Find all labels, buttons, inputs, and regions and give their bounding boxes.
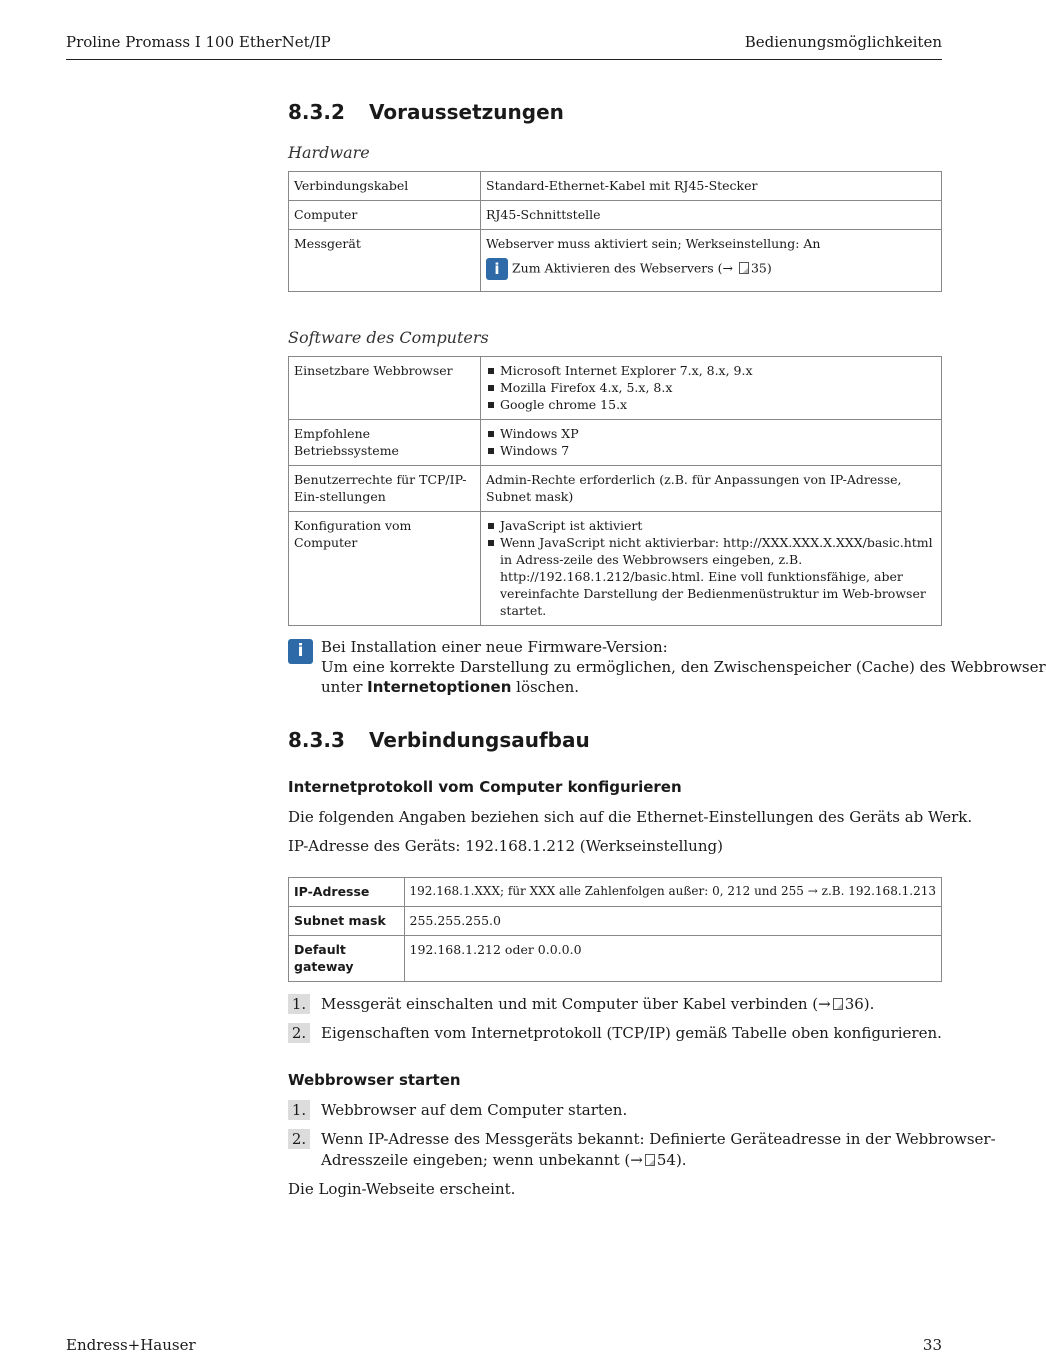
row-value: 192.168.1.XXX; für XXX alle Zahlenfolgen außer: 0, 212 und 255 → z.B. 192.168.1.213 (404, 878, 942, 907)
step-text-part: Messgerät einschalten und mit Computer über Kabel verbinden (→ (321, 995, 831, 1013)
table-row (289, 420, 942, 466)
page-reference-icon (645, 1154, 655, 1166)
row-label: Empfohlene Betriebssysteme (289, 420, 481, 466)
row-value: 255.255.255.0 (404, 907, 942, 936)
step-number: 2. (288, 1023, 310, 1043)
hardware-heading: Hardware (288, 143, 370, 162)
step-text: Eigenschaften vom Internetprotokoll (TCP/IP) gemäß Tabelle oben konfigurieren. (321, 1024, 942, 1042)
list-item: Mozilla Firefox 4.x, 5.x, 8.x (486, 379, 936, 396)
step-number: 1. (288, 1100, 310, 1120)
software-table (288, 356, 942, 626)
table-row (289, 357, 942, 420)
login-page-note: Die Login-Webseite erscheint. (288, 1180, 516, 1198)
step-text (321, 1129, 996, 1171)
page-header (66, 33, 942, 60)
row-label: Subnet mask (289, 907, 405, 936)
ip-settings-table (288, 877, 942, 982)
row-value: RJ45-Schnittstelle (481, 201, 942, 230)
list-item: Windows XP (486, 425, 936, 442)
list-item: Wenn JavaScript nicht aktivierbar: http://XXX.XXX.X.XXX/basic.html in Adress-zeile des Webbrowsers eingeben, z.B. http://192.168.1.212/basic.html. Eine voll funktionsfähige, aber vereinfachte Darstellung der Bedienmenüstruktur im Web-browser startet. (486, 534, 936, 619)
row-label: Benutzerrechte für TCP/IP-Ein-stellungen (289, 466, 481, 512)
row-value-cell (481, 230, 942, 292)
notice-line: Bei Installation einer neue Firmware-Version: (321, 638, 668, 656)
ip-config-para: Die folgenden Angaben beziehen sich auf die Ethernet-Einstellungen des Geräts ab Werk. (288, 808, 973, 826)
row-value: Admin-Rechte erforderlich (z.B. für Anpassungen von IP-Adresse, Subnet mask) (481, 466, 942, 512)
header-chapter: Bedienungsmöglichkeiten (744, 33, 942, 51)
row-label: Messgerät (289, 230, 481, 292)
section-number: 8.3.2 (288, 100, 345, 124)
list-item: Microsoft Internet Explorer 7.x, 8.x, 9.x (486, 362, 936, 379)
row-value: Webserver muss aktiviert sein; Werkseinstellung: An (486, 236, 821, 251)
notice-line: Um eine korrekte Darstellung zu ermöglichen, den Zwischenspeicher (Cache) des Webbrowser (321, 658, 1046, 676)
page-number: 33 (922, 1336, 942, 1354)
notice-line (321, 677, 942, 697)
table-row (289, 878, 942, 907)
note-text: Zum Aktivieren des Webservers (→ (511, 260, 733, 276)
ip-config-heading: Internetprotokoll vom Computer konfigurieren (288, 778, 682, 796)
row-value-cell (481, 512, 942, 626)
table-row (289, 201, 942, 230)
table-row (289, 936, 942, 982)
table-row (289, 172, 942, 201)
step-page-ref[interactable]: 54). (656, 1151, 687, 1169)
row-label: Einsetzbare Webbrowser (289, 357, 481, 420)
hardware-table (288, 171, 942, 292)
step-text-part: Adresszeile eingeben; wenn unbekannt (→ (321, 1151, 643, 1169)
step-number: 1. (288, 994, 310, 1014)
os-list (486, 425, 936, 459)
list-item: Windows 7 (486, 442, 936, 459)
browser-step-2 (288, 1129, 996, 1171)
section-number: 8.3.3 (288, 728, 345, 752)
header-doc-title: Proline Promass I 100 EtherNet/IP (66, 33, 331, 51)
info-icon: i (288, 639, 313, 664)
page-reference-icon (833, 998, 843, 1010)
table-row (289, 466, 942, 512)
step-text: Webbrowser auf dem Computer starten. (321, 1101, 628, 1119)
page-reference-icon (739, 262, 749, 274)
ip-address-para: IP-Adresse des Geräts: 192.168.1.212 (Werkseinstellung) (288, 837, 723, 855)
row-value: 192.168.1.212 oder 0.0.0.0 (404, 936, 942, 982)
row-label: Verbindungskabel (289, 172, 481, 201)
note-page[interactable]: 35) (750, 260, 772, 276)
ip-step-1 (288, 994, 942, 1015)
table-row (289, 230, 942, 292)
internet-options-term: Internetoptionen (367, 678, 512, 696)
section-title: Verbindungsaufbau (369, 728, 590, 752)
row-label: Default gateway (289, 936, 405, 982)
info-icon: i (486, 258, 508, 280)
step-text (321, 994, 942, 1015)
row-label: Computer (289, 201, 481, 230)
step-page-ref[interactable]: 36). (844, 995, 875, 1013)
notice-text-part: unter (321, 678, 368, 696)
section-heading-833 (288, 728, 688, 754)
table-row (289, 512, 942, 626)
ip-step-2 (288, 1023, 942, 1044)
firmware-notice (288, 637, 1046, 697)
footer-brand: Endress+Hauser (66, 1336, 196, 1354)
row-value: Standard-Ethernet-Kabel mit RJ45-Stecker (481, 172, 942, 201)
section-title: Voraussetzungen (369, 100, 564, 124)
table-row (289, 907, 942, 936)
webserver-note (486, 258, 936, 280)
step-text-line: Wenn IP-Adresse des Messgeräts bekannt: Definierte Geräteadresse in der Webbrowser- (321, 1130, 996, 1148)
browser-start-heading: Webbrowser starten (288, 1071, 461, 1089)
list-item: JavaScript ist aktiviert (486, 517, 936, 534)
row-value-cell (481, 357, 942, 420)
software-heading: Software des Computers (288, 328, 489, 347)
row-label: Konfiguration vom Computer (289, 512, 481, 626)
config-list (486, 517, 936, 619)
row-value-cell (481, 420, 942, 466)
section-heading-832 (288, 100, 688, 126)
notice-text (321, 637, 1046, 697)
notice-text-part: löschen. (511, 678, 580, 696)
row-label: IP-Adresse (289, 878, 405, 907)
browser-list (486, 362, 936, 413)
step-text-line (321, 1150, 942, 1171)
list-item: Google chrome 15.x (486, 396, 936, 413)
step-number: 2. (288, 1129, 310, 1149)
browser-step-1 (288, 1100, 942, 1121)
